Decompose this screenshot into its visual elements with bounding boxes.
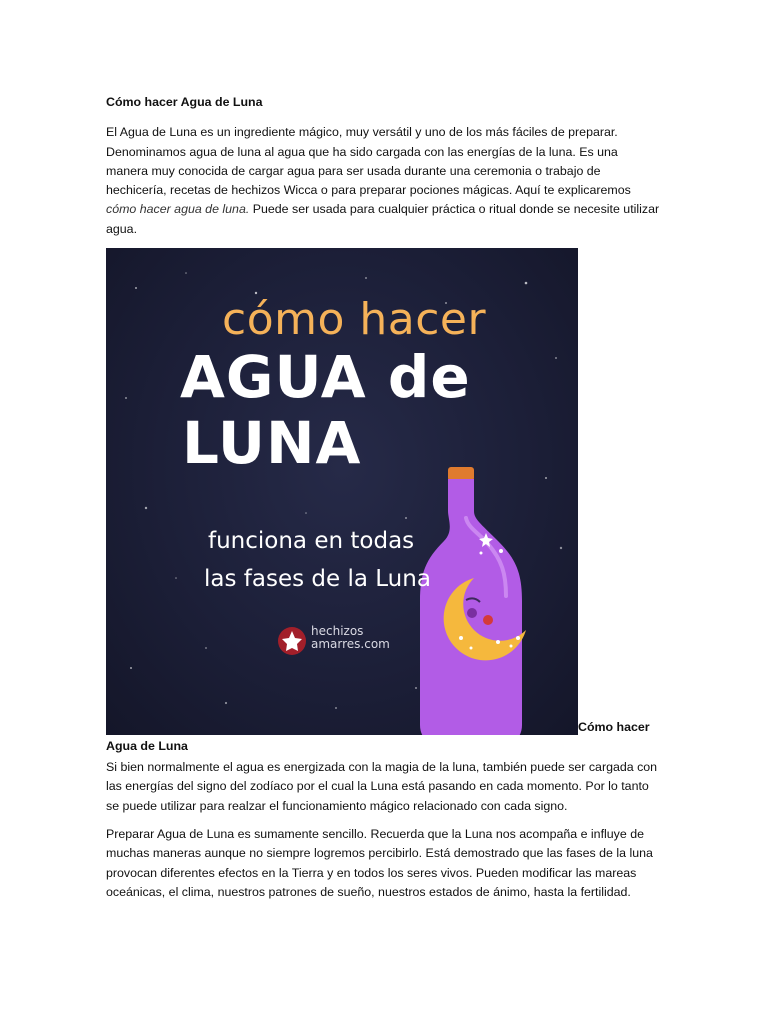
poster-line-2: AGUA de bbox=[180, 343, 471, 412]
poster-line-1: cómo hacer bbox=[222, 294, 487, 346]
caption-line-2: Agua de Luna bbox=[106, 739, 188, 754]
intro-paragraph bbox=[106, 123, 662, 239]
poster-image bbox=[106, 248, 578, 735]
poster-line-5: las fases de la Luna bbox=[204, 566, 431, 593]
brand-line-1: hechizos bbox=[311, 624, 364, 639]
caption-line-1: Cómo hacer bbox=[578, 720, 650, 735]
poster-line-4: funciona en todas bbox=[208, 528, 415, 555]
intro-text: El Agua de Luna es un ingrediente mágico, muy versátil y uno de los más fáciles de preparar. Denominamos agua de luna al agua que ha sido cargada con las energías de la luna. Es una manera muy conocida de cargar agua para ser usada durante una ceremonia o trabajo de hechicería, recetas de hechizos Wicca o para preparar pociones mágicas. Aquí te explicaremos bbox=[106, 125, 631, 198]
poster-line-3: LUNA bbox=[182, 409, 362, 478]
paragraph-3: Preparar Agua de Luna es sumamente sencillo. Recuerda que la Luna nos acompaña e influye de muchas maneras aunque no siempre logremos percibirlo. Está demostrado que las fases de la luna provocan diferentes efectos en la Tierra y en todos los seres vivos. Pueden modificar las mareas oceánicas, el clima, nuestros patrones de sueño, nuestros estados de ánimo, hasta la fertilidad. bbox=[106, 826, 653, 899]
brand-text bbox=[311, 625, 390, 651]
intro-emphasis: cómo hacer agua de luna. bbox=[106, 202, 250, 217]
poster-text bbox=[106, 248, 578, 735]
figure bbox=[106, 248, 662, 758]
document-body bbox=[106, 93, 662, 911]
document-title: Cómo hacer Agua de Luna bbox=[106, 95, 263, 109]
intro-text-end: Puede ser usada para cualquier práctica o ritual donde se necesite utilizar agua. bbox=[106, 202, 660, 236]
brand bbox=[277, 624, 397, 658]
paragraph-2: Si bien normalmente el agua es energizada con la magia de la luna, también puede ser cargada con las energías del signo del zodíaco por el cual la Luna está pasando en cada momento. Por lo tanto se puede utilizar para realzar el funcionamiento mágico relacionado con cada signo. bbox=[106, 760, 658, 813]
brand-line-2: amarres.com bbox=[311, 637, 390, 652]
